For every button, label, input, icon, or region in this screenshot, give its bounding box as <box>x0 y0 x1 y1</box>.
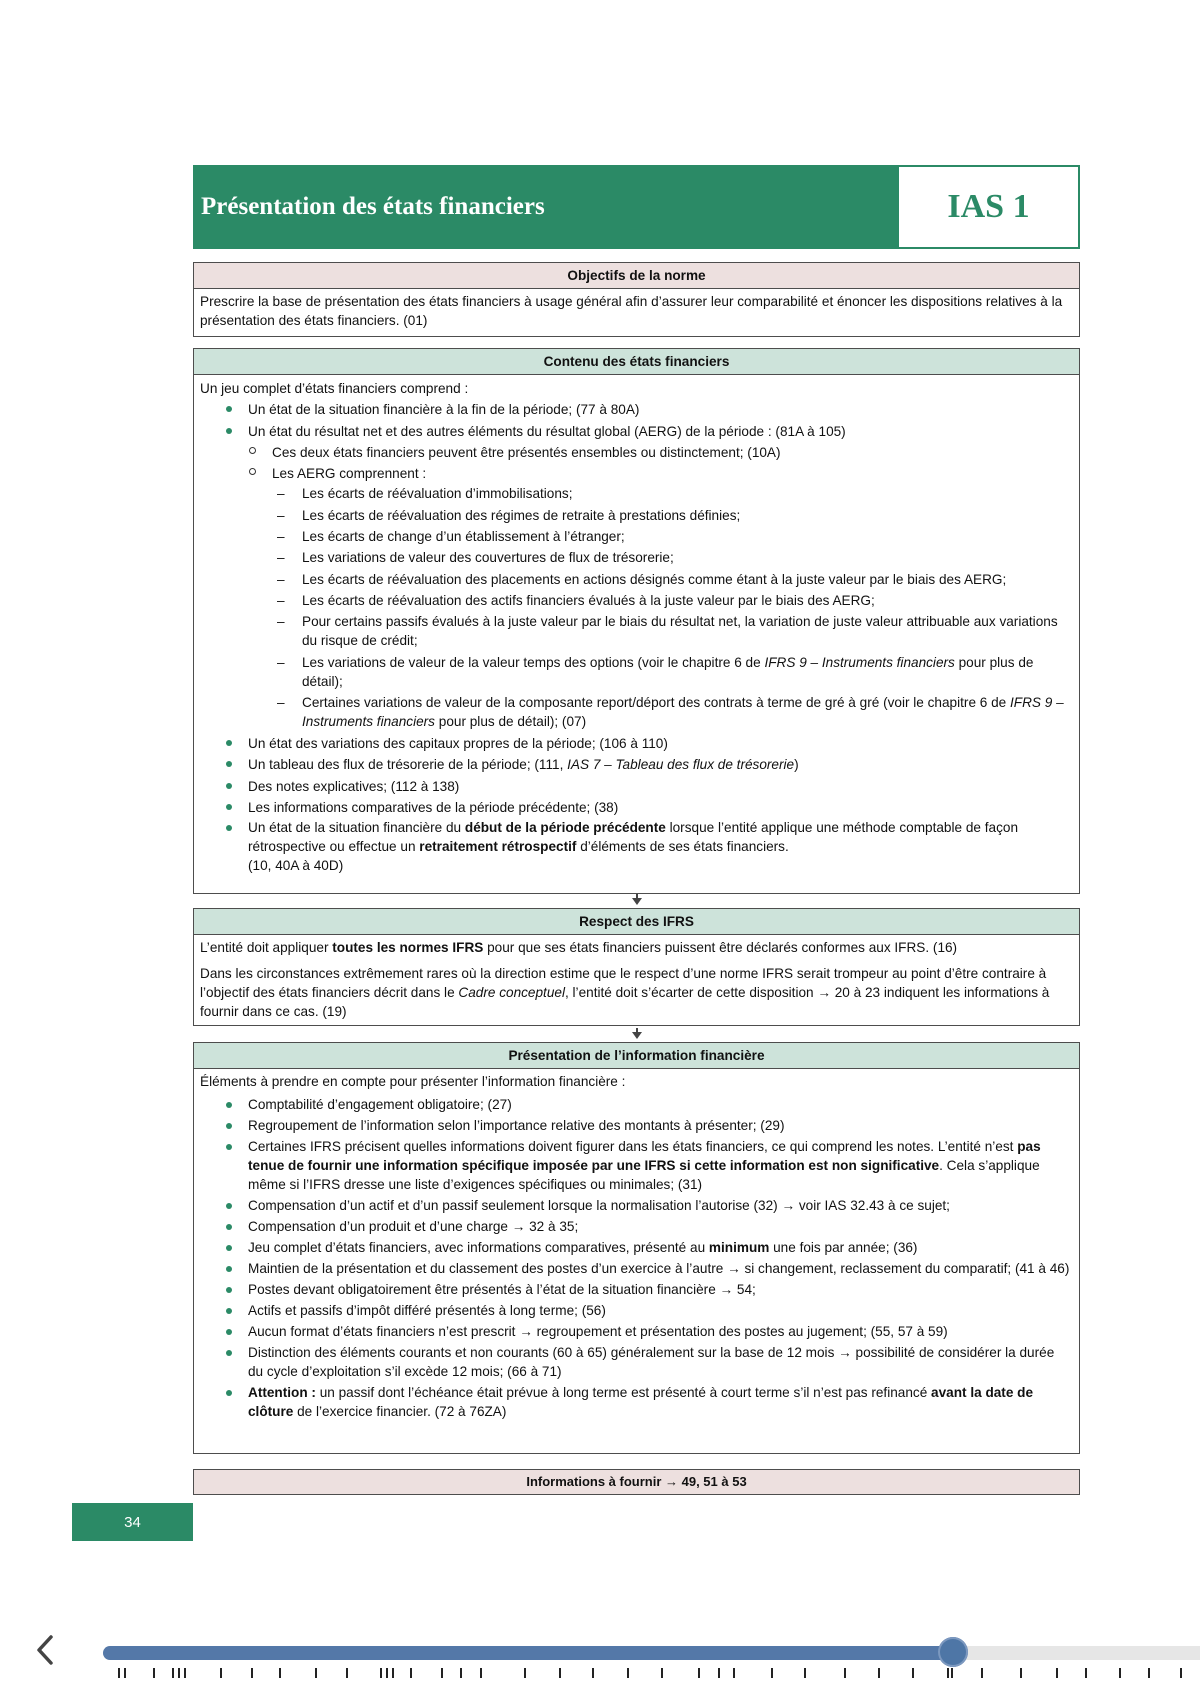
list-item: Un état du résultat net et des autres éléments du résultat global (AERG) de la période : (81A à 105) Ces deux états financiers peuvent être présentés ensembles ou distinctement; (10A) Les AERG comprennent : – Les écarts de réévaluation d’immobilisations; – Les écarts de réévaluation des régimes de retraite à prestations définies; – Les écarts de change d’un établissement à l’étranger; – Les variations de valeur des couvertures de flux de trésorerie; – Les écarts de réévaluation des placements en actions désignés comme étant à la juste valeur par le biais des AERG; – Les écarts de réévaluation des actifs financiers évalués à la juste valeur par le biais des AERG; – Pour certains passifs évalués à la juste valeur par le biais du résultat net, la variation de juste valeur attribuable aux variations du risque de crédit; – Les variations de valeur de la valeur temps des options (voir le chapitre 6 de IFRS 9 – Instruments financiers pour plus de détail); – Certaines variations de valeur de la composante report/déport des contrats à terme de gré à gré (voir le chapitre 6 de IFRS 9 – Instruments financiers pour plus de détail); (07) <box>200 421 1073 731</box>
aerg-item: – Les écarts de réévaluation d’immobilisations; <box>272 484 1073 503</box>
sub-list-item: Ces deux états financiers peuvent être présentés ensembles ou distinctement; (10A) <box>248 442 1073 463</box>
page-tick <box>124 1668 126 1678</box>
page-tick <box>118 1668 120 1678</box>
page-number: 34 <box>72 1503 193 1541</box>
list-item: Certaines IFRS précisent quelles informations doivent figurer dans les états financiers, ce qui comprend les notes. L’entité n’est pas tenue de fournir une information spécifique imposée par une IFRS si cette information est non significative. Cela s’applique même si l’IFRS dresse une liste d’exigences spécifiques ou minimales; (31) <box>200 1137 1073 1194</box>
list-item: Un état des variations des capitaux propres de la période; (106 à 110) <box>200 733 1073 754</box>
aerg-item: – Les variations de valeur de la valeur temps des options (voir le chapitre 6 de IFRS 9 – Instruments financiers pour plus de détail); <box>272 653 1073 691</box>
page-tick <box>386 1668 388 1678</box>
page-tick <box>951 1668 953 1678</box>
page-tick <box>251 1668 253 1678</box>
aerg-item: – Les variations de valeur des couvertures de flux de trésorerie; <box>272 548 1073 567</box>
aerg-item: – Les écarts de réévaluation des actifs financiers évalués à la juste valeur par le biais des AERG; <box>272 591 1073 610</box>
sub-list <box>248 442 1073 731</box>
objectives-box <box>193 262 1080 337</box>
contents-heading: Contenu des états financiers <box>194 349 1079 375</box>
page-slider-thumb[interactable] <box>938 1637 968 1667</box>
page-tick <box>410 1668 412 1678</box>
page-slider-fill <box>103 1646 953 1660</box>
financial-presentation-body <box>194 1069 1079 1429</box>
page-tick <box>153 1668 155 1678</box>
list-item: Compensation d’un produit et d’une charge → 32 à 35; <box>200 1217 1073 1236</box>
page-tick <box>947 1668 949 1678</box>
page-tick <box>524 1668 526 1678</box>
list-item: Jeu complet d’états financiers, avec informations comparatives, présenté au minimum une fois par année; (36) <box>200 1238 1073 1257</box>
list-item: Un état de la situation financière du début de la période précédente lorsque l’entité applique une méthode comptable de façon rétrospective ou effectue un retraitement rétrospectif d’éléments de ses états financiers. (10, 40A à 40D) <box>200 818 1073 875</box>
previous-page-button[interactable] <box>30 1632 60 1668</box>
flow-arrow <box>636 1028 638 1033</box>
aerg-item: – Certaines variations de valeur de la composante report/déport des contrats à terme de gré à gré (voir le chapitre 6 de IFRS 9 – Instruments financiers pour plus de détail); (07) <box>272 693 1073 731</box>
page-tick <box>698 1668 700 1678</box>
page-tick <box>844 1668 846 1678</box>
page-tick <box>559 1668 561 1678</box>
contents-intro: Un jeu complet d’états financiers comprend : <box>200 381 469 396</box>
page-tick <box>627 1668 629 1678</box>
list-item: Comptabilité d’engagement obligatoire; (27) <box>200 1095 1073 1114</box>
financial-presentation-intro: Éléments à prendre en compte pour présenter l’information financière : <box>200 1074 626 1089</box>
standard-code: IAS 1 <box>899 165 1080 249</box>
page-tick <box>804 1668 806 1678</box>
financial-presentation-list <box>200 1095 1073 1421</box>
objectives-body <box>194 289 1079 336</box>
page-tick <box>346 1668 348 1678</box>
page-tick <box>661 1668 663 1678</box>
page-title: Présentation des états financiers <box>193 165 899 249</box>
page-tick <box>279 1668 281 1678</box>
chevron-left-icon <box>35 1634 55 1666</box>
page-tick <box>1148 1668 1150 1678</box>
list-item: Un tableau des flux de trésorerie de la période; (111, IAS 7 – Tableau des flux de trésorerie) <box>200 754 1073 775</box>
ifrs-compliance-box <box>193 908 1080 1026</box>
page-tick <box>1119 1668 1121 1678</box>
page-tick <box>1056 1668 1058 1678</box>
page-tick <box>480 1668 482 1678</box>
list-item: Actifs et passifs d’impôt différé présentés à long terme; (56) <box>200 1301 1073 1320</box>
financial-presentation-heading: Présentation de l’information financière <box>194 1043 1079 1069</box>
list-item: Maintien de la présentation et du classement des postes d’un exercice à l’autre → si changement, reclassement du comparatif; (41 à 46) <box>200 1259 1073 1278</box>
page-tick <box>1085 1668 1087 1678</box>
list-item: Attention : un passif dont l’échéance était prévue à long terme est présenté à court terme s’il n’est pas refinancé avant la date de clôture de l’exercice financier. (72 à 76ZA) <box>200 1383 1073 1421</box>
contents-list <box>200 399 1073 875</box>
contents-body <box>194 375 1079 881</box>
page-tick-marks <box>0 1668 1200 1680</box>
page-tick <box>912 1668 914 1678</box>
page-tick <box>380 1668 382 1678</box>
page-tick <box>184 1668 186 1678</box>
page-tick <box>733 1668 735 1678</box>
sub-list-item: Les AERG comprennent : – Les écarts de réévaluation d’immobilisations; – Les écarts de réévaluation des régimes de retraite à prestations définies; – Les écarts de change d’un établissement à l’étranger; – Les variations de valeur des couvertures de flux de trésorerie; – Les écarts de réévaluation des placements en actions désignés comme étant à la juste valeur par le biais des AERG; – Les écarts de réévaluation des actifs financiers évalués à la juste valeur par le biais des AERG; – Pour certains passifs évalués à la juste valeur par le biais du résultat net, la variation de juste valeur attribuable aux variations du risque de crédit; – Les variations de valeur de la valeur temps des options (voir le chapitre 6 de IFRS 9 – Instruments financiers pour plus de détail); – Certaines variations de valeur de la composante report/déport des contrats à terme de gré à gré (voir le chapitre 6 de IFRS 9 – Instruments financiers pour plus de détail); (07) <box>248 463 1073 731</box>
page-tick <box>771 1668 773 1678</box>
page-tick <box>878 1668 880 1678</box>
list-item: Un état de la situation financière à la fin de la période; (77 à 80A) <box>200 399 1073 420</box>
ifrs-compliance-paragraph: L’entité doit appliquer toutes les normes IFRS pour que ses états financiers puissent être déclarés conformes aux IFRS. (16) <box>200 940 958 955</box>
page-tick <box>392 1668 394 1678</box>
objectives-heading: Objectifs de la norme <box>194 263 1079 289</box>
flow-arrow <box>636 894 638 899</box>
aerg-item: – Les écarts de réévaluation des régimes de retraite à prestations définies; <box>272 506 1073 525</box>
page-tick <box>981 1668 983 1678</box>
ifrs-compliance-body <box>194 935 1079 1027</box>
page-tick <box>441 1668 443 1678</box>
financial-presentation-box <box>193 1042 1080 1454</box>
aerg-item: – Les écarts de réévaluation des placements en actions désignés comme étant à la juste valeur par le biais des AERG; <box>272 570 1073 589</box>
page-tick <box>1020 1668 1022 1678</box>
aerg-item: – Pour certains passifs évalués à la juste valeur par le biais du résultat net, la variation de juste valeur attribuable aux variations du risque de crédit; <box>272 612 1073 650</box>
page-tick <box>718 1668 720 1678</box>
contents-box <box>193 348 1080 894</box>
list-item: Compensation d’un actif et d’un passif seulement lorsque la normalisation l’autorise (32) → voir IAS 32.43 à ce sujet; <box>200 1196 1073 1215</box>
page-tick <box>592 1668 594 1678</box>
page-tick <box>172 1668 174 1678</box>
list-item: Des notes explicatives; (112 à 138) <box>200 776 1073 797</box>
list-item: Les informations comparatives de la période précédente; (38) <box>200 797 1073 818</box>
page-tick <box>315 1668 317 1678</box>
list-item: Regroupement de l’information selon l’importance relative des montants à présenter; (29) <box>200 1116 1073 1135</box>
ifrs-compliance-paragraph: Dans les circonstances extrêmement rares où la direction estime que le respect d’une norme IFRS serait trompeur au point d’être contraire à l’objectif des états financiers décrit dans le Cadre conceptuel, l’entité doit s’écarter de cette disposition → 20 à 23 indiquent les informations à fournir dans ce cas. (19) <box>200 966 1050 1019</box>
disclosures-heading: Informations à fournir → 49, 51 à 53 <box>194 1470 1079 1494</box>
page-tick <box>1180 1668 1182 1678</box>
disclosures-box <box>193 1469 1080 1495</box>
page-tick <box>220 1668 222 1678</box>
ifrs-compliance-heading: Respect des IFRS <box>194 909 1079 935</box>
list-item: Distinction des éléments courants et non courants (60 à 65) généralement sur la base de 12 mois → possibilité de considérer la durée du cycle d’exploitation s’il excède 12 mois; (66 à 71) <box>200 1343 1073 1381</box>
aerg-list <box>272 484 1073 730</box>
list-item: Aucun format d’états financiers n’est prescrit → regroupement et présentation des postes au jugement; (55, 57 à 59) <box>200 1322 1073 1341</box>
aerg-item: – Les écarts de change d’un établissement à l’étranger; <box>272 527 1073 546</box>
page-tick <box>178 1668 180 1678</box>
page-tick <box>460 1668 462 1678</box>
objectives-text: Prescrire la base de présentation des états financiers à usage général afin d’assurer leur comparabilité et énoncer les dispositions relatives à la présentation des états financiers. (01) <box>200 294 1063 328</box>
page-slider-track[interactable] <box>103 1646 1200 1660</box>
list-item: Postes devant obligatoirement être présentés à l’état de la situation financière → 54; <box>200 1280 1073 1299</box>
document-title-bar <box>193 165 1080 249</box>
